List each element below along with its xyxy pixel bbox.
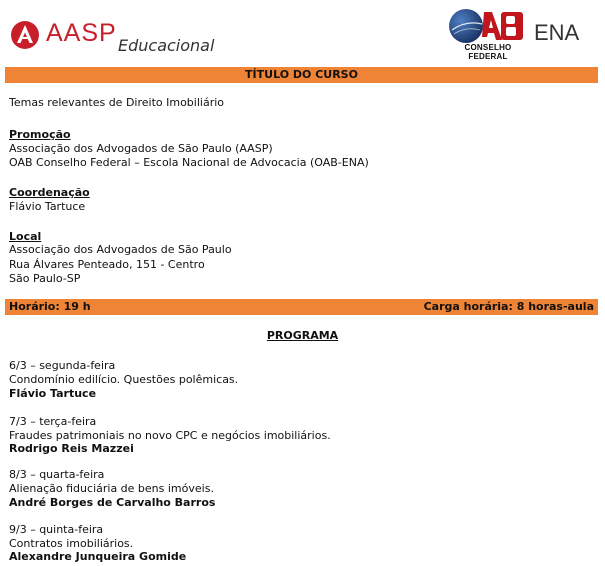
ena-wordmark: ENA: [534, 20, 580, 45]
session-date: 6/3 – segunda-feira: [9, 359, 116, 372]
page-header: [0, 0, 605, 64]
coordenacao-line: Flávio Tartuce: [9, 200, 86, 213]
local-heading: Local: [9, 230, 42, 243]
course-title: Temas relevantes de Direito Imobiliário: [9, 96, 225, 109]
session-speaker: Flávio Tartuce: [9, 387, 97, 400]
coordenacao-heading: Coordenação: [9, 186, 90, 199]
session-date: 9/3 – quinta-feira: [9, 523, 104, 536]
aasp-logo-icon: [10, 20, 40, 50]
local-line: Rua Álvares Penteado, 151 - Centro: [9, 258, 205, 271]
session-speaker: Rodrigo Reis Mazzei: [9, 442, 134, 455]
promocao-line: Associação dos Advogados de São Paulo (AASP): [9, 142, 273, 155]
session-date: 8/3 – quarta-feira: [9, 468, 105, 481]
session-speaker: Alexandre Junqueira Gomide: [9, 550, 187, 563]
session-topic: Contratos imobiliários.: [9, 537, 134, 550]
carga-horaria-label: Carga horária: 8 horas-aula: [423, 300, 594, 313]
oab-subtitle: CONSELHO FEDERAL: [464, 43, 512, 61]
session-speaker: André Borges de Carvalho Barros: [9, 496, 216, 509]
promocao-line: OAB Conselho Federal – Escola Nacional de Advocacia (OAB-ENA): [9, 156, 369, 169]
promocao-heading: Promoção: [9, 128, 71, 141]
course-title-bar: TÍTULO DO CURSO: [5, 67, 598, 83]
session-topic: Alienação fiduciária de bens imóveis.: [9, 482, 214, 495]
schedule-bar: [5, 299, 598, 315]
local-line: Associação dos Advogados de São Paulo: [9, 243, 232, 256]
session-topic: Fraudes patrimoniais no novo CPC e negócios imobiliários.: [9, 429, 331, 442]
programa-heading: PROGRAMA: [266, 329, 339, 342]
aasp-wordmark: AASP: [46, 19, 117, 47]
educacional-wordmark: Educacional: [118, 36, 215, 55]
session-topic: Condomínio edilício. Questões polêmicas.: [9, 373, 239, 386]
session-date: 7/3 – terça-feira: [9, 415, 97, 428]
horario-label: Horário: 19 h: [9, 300, 91, 313]
local-line: São Paulo-SP: [9, 272, 81, 285]
